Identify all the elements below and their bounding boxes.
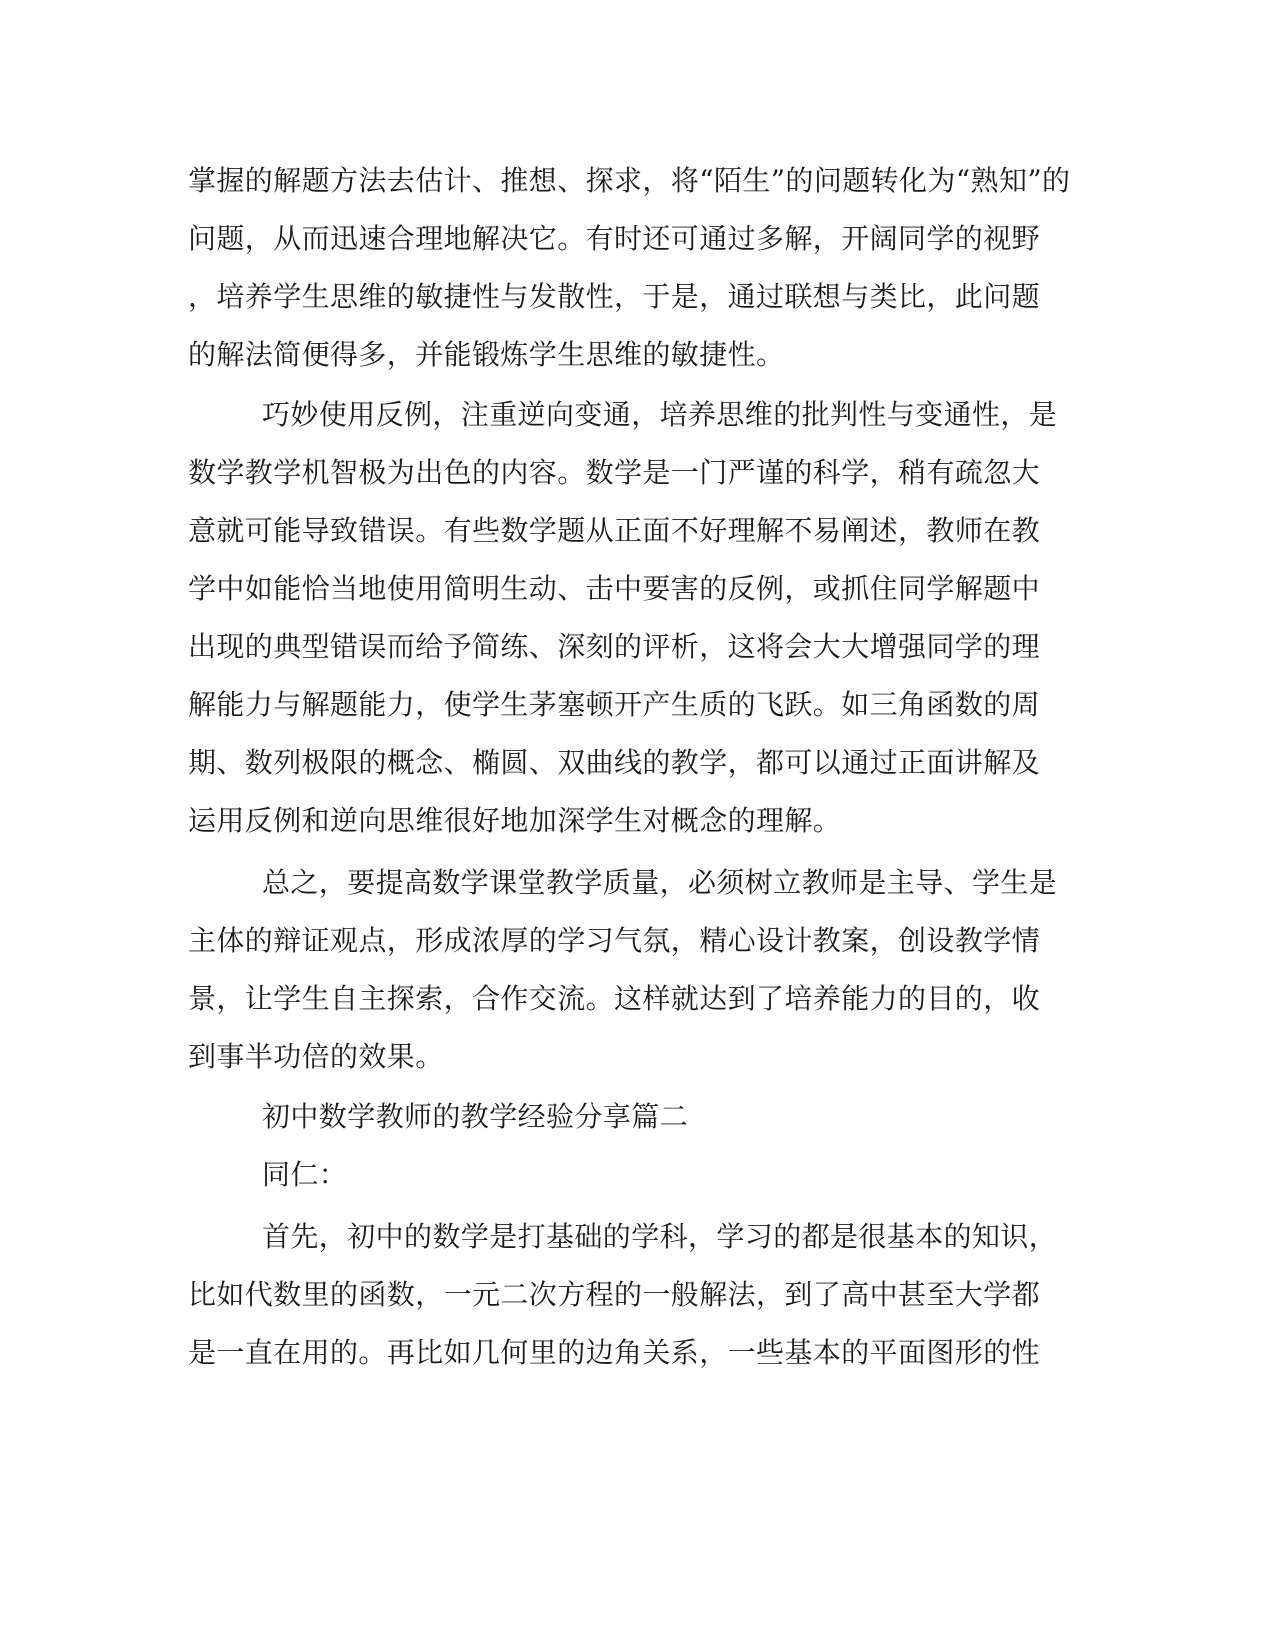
text-line: 学中如能恰当地使用简明生动、击中要害的反例，或抓住同学解题中 [188, 572, 1041, 605]
text-line: ，培养学生思维的敏捷性与发散性，于是，通过联想与类比，此问题 [188, 280, 1041, 313]
text-line: 主体的辩证观点，形成浓厚的学习气氛，精心设计教案，创设教学情 [188, 924, 1041, 957]
text-line: 到事半功倍的效果。 [188, 1040, 444, 1073]
section-heading: 初中数学教师的教学经验分享篇二 [262, 1100, 689, 1133]
text-line: 期、数列极限的概念、椭圆、双曲线的教学，都可以通过正面讲解及 [188, 746, 1041, 779]
text-line: 数学教学机智极为出色的内容。数学是一门严谨的科学，稍有疏忽大 [188, 456, 1041, 489]
paragraph-first-line: 首先，初中的数学是打基础的学科，学习的都是很基本的知识， [262, 1220, 1058, 1253]
text-line: 问题，从而迅速合理地解决它。有时还可通过多解，开阔同学的视野 [188, 222, 1041, 255]
text-line: 意就可能导致错误。有些数学题从正面不好理解不易阐述，教师在教 [188, 514, 1041, 547]
text-line: 比如代数里的函数，一元二次方程的一般解法，到了高中甚至大学都 [188, 1278, 1041, 1311]
paragraph-first-line: 巧妙使用反例，注重逆向变通，培养思维的批判性与变通性，是 [262, 398, 1058, 431]
salutation: 同仁： [262, 1158, 348, 1191]
text-line: 掌握的解题方法去估计、推想、探求，将“陌生”的问题转化为“熟知”的 [188, 164, 1071, 197]
text-line: 是一直在用的。再比如几何里的边角关系，一些基本的平面图形的性 [188, 1336, 1041, 1369]
text-line: 景，让学生自主探索，合作交流。这样就达到了培养能力的目的，收 [188, 982, 1041, 1015]
text-line: 的解法简便得多，并能锻炼学生思维的敏捷性。 [188, 338, 785, 371]
paragraph-first-line: 总之，要提高数学课堂教学质量，必须树立教师是主导、学生是 [262, 866, 1058, 899]
text-line: 出现的典型错误而给予简练、深刻的评析，这将会大大增强同学的理 [188, 630, 1041, 663]
text-line: 运用反例和逆向思维很好地加深学生对概念的理解。 [188, 804, 842, 837]
text-line: 解能力与解题能力，使学生茅塞顿开产生质的飞跃。如三角函数的周 [188, 688, 1041, 721]
